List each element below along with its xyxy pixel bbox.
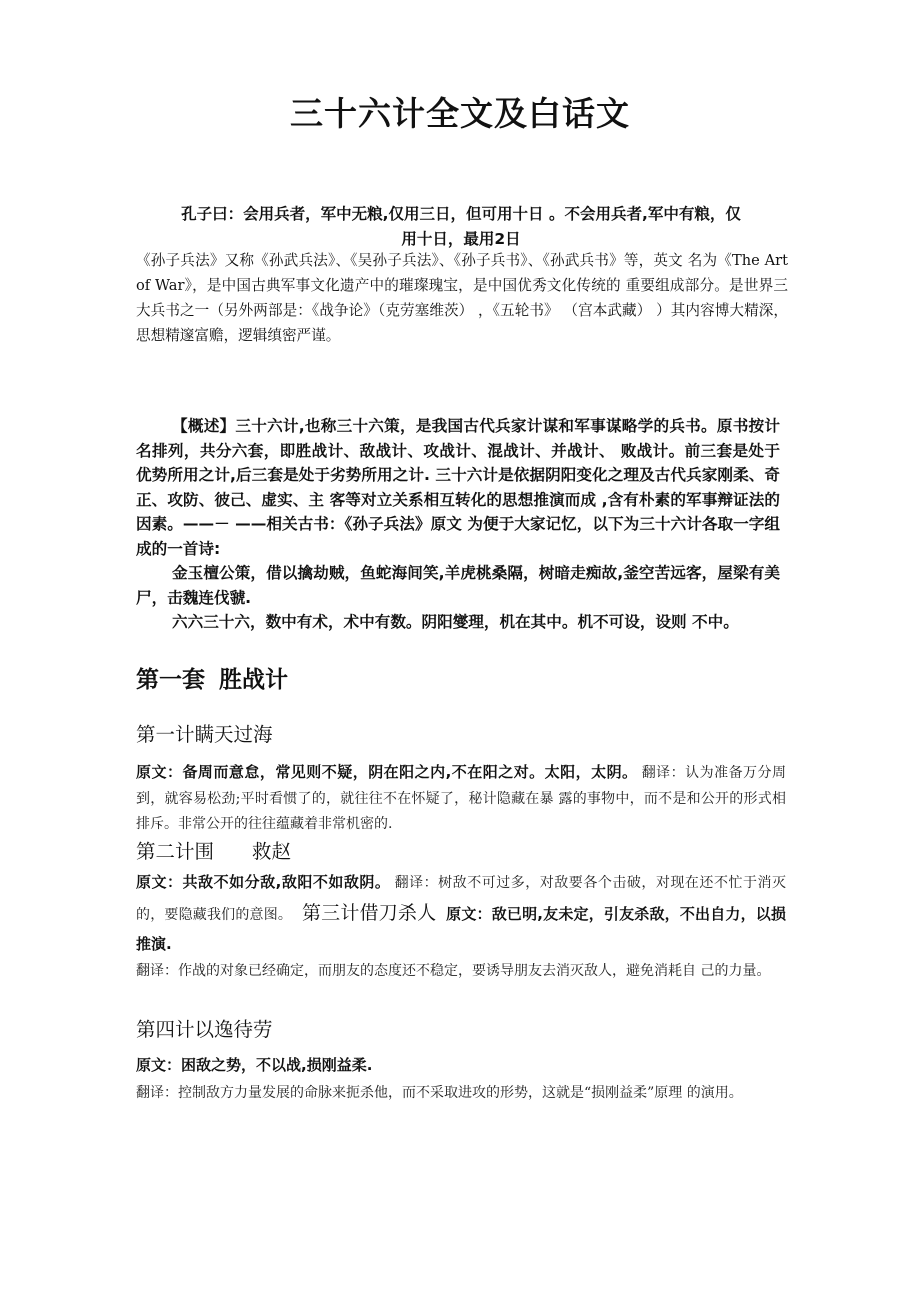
stratagem-2-title-part-a: 第二计围 <box>136 840 215 863</box>
overview-section <box>136 414 780 635</box>
document-title: 三十六计全文及白话文 <box>290 94 630 133</box>
closing-verse: 六六三十六，数中有术，术中有数。阴阳燮理，机在其中。机不可设，设则 不中。 <box>172 613 739 631</box>
confucius-quote <box>136 202 786 252</box>
quote-line-1: 孔子曰：会用兵者，军中无粮,仅用三日，但可用十日 。不会用兵者,军中有粮，仅 <box>181 205 741 223</box>
stratagem-2-body <box>136 868 786 961</box>
stratagem-4-title: 第四计以逸待劳 <box>136 1018 273 1041</box>
intro-paragraph: 《孙子兵法》又称《孙武兵法》、《吴孙子兵法》、《孙子兵书》、《孙武兵书》等，英文 名为《The Art of War》，是中国古典军事文化遗产中的璀璨瑰宝，是中国优秀文化传统的 重要组成部分。是世界三大兵书之一（另外两部是：《战争论》（克劳塞维茨） ，《五轮书》 （宫本武藏） ）其内容博大精深，思想精邃富赡，逻辑缜密严谨。 <box>136 252 788 344</box>
set-name: 胜战计 <box>219 667 288 693</box>
stratagem-4-translation-block <box>136 1081 786 1107</box>
overview-paragraph: 【概述】三十六计,也称三十六策，是我国古代兵家计谋和军事谋略学的兵书。原书按计名排列，共分六套，即胜战计、敌战计、攻战计、混战计、并战计、 败战计。前三套是处于优势所用之计,后三套是处于劣势所用之计. 三十六计是依据阴阳变化之理及古代兵家刚柔、奇正、攻防、彼己、虚实、主 客等对立关系相互转化的思想推演而成 ,含有朴素的军事辩证法的因素。——－ ——相关古书：《孙子兵法》原文 为便于大家记忆，以下为三十六计各取一字组成的一首诗: <box>136 417 780 558</box>
mnemonic-poem: 金玉檀公策，借以擒劫贼，鱼蛇海间笑,羊虎桃桑隔，树暗走痴故,釜空苦远客，屋梁有美尸，击魏连伐虢. <box>136 564 780 607</box>
stratagem-2-translation: 翻译：树敌不可过多，对敌要各个击破，对现在还不忙于消灭的，要隐藏我们的意图。 <box>136 875 787 923</box>
stratagem-4-original: 原文：困敌之势，不以战,损刚益柔. <box>136 1056 373 1074</box>
stratagem-1-body <box>136 760 786 838</box>
quote-line-2: 用十日，最用2日 <box>401 230 521 248</box>
stratagem-1-title: 第一计瞒天过海 <box>136 723 273 746</box>
stratagem-2-title-part-b: 救赵 <box>252 840 292 863</box>
set-heading <box>136 661 288 694</box>
stratagem-4-body <box>136 1053 786 1080</box>
stratagem-3-original: 原文：敌已明,友未定，引友杀敌，不出自力，以损推演. <box>136 904 786 953</box>
stratagem-3-translation: 翻译：作战的对象已经确定，而朋友的态度还不稳定，要诱导朋友去消灭敌人，避免消耗自 己的力量。 <box>136 963 771 979</box>
stratagem-1-original: 原文：备周而意怠，常见则不疑，阴在阳之内,不在阳之对。太阳，太阴。 <box>136 763 638 781</box>
set-number: 第一套 <box>136 667 205 693</box>
stratagem-1-translation: 翻译：认为准备万分周到，就容易松劲;平时看惯了的，就往往不在怀疑了，秘计隐藏在暴 露的事物中，而不是和公开的形式相排斥。非常公开的往往蕴藏着非常机密的. <box>136 765 787 832</box>
stratagem-3-body <box>136 959 786 985</box>
stratagem-4-translation: 翻译：控制敌方力量发展的命脉来扼杀他，而不采取进攻的形势，这就是“损刚益柔”原理 的演用。 <box>136 1085 743 1101</box>
stratagem-3-title: 第三计借刀杀人 <box>301 901 437 924</box>
stratagem-2-title <box>136 836 291 864</box>
stratagem-2-original: 原文：共敌不如分敌,敌阳不如敌阴。 <box>136 873 391 891</box>
